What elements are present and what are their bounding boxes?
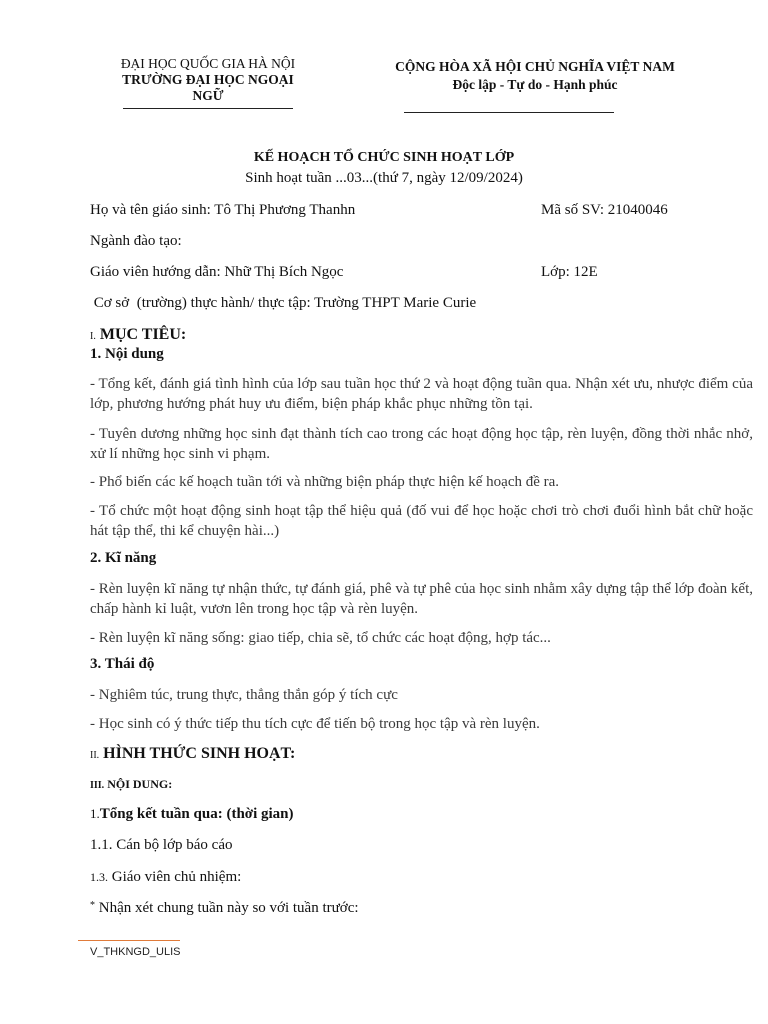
section-2-title: HÌNH THỨC SINH HOẠT: bbox=[103, 745, 296, 762]
paragraph-activity: - Tổ chức một hoạt động sinh hoạt tập thể hiệu quả (đố vui để học hoặc chơi trò chơi đuổi hình bắt chữ hoặc hát tập thể, thi kể chuyện hài...) bbox=[90, 503, 753, 539]
bullet-line bbox=[90, 900, 359, 917]
item-1-3-number: 1.3. bbox=[90, 870, 108, 884]
section-1-title: MỤC TIÊU: bbox=[99, 326, 187, 343]
section-1-heading bbox=[90, 326, 186, 344]
supervisor: Giáo viên hướng dẫn: Nhữ Thị Bích Ngọc bbox=[90, 264, 344, 280]
major-field: Ngành đào tạo: bbox=[90, 233, 182, 249]
item-1-1: 1.1. Cán bộ lớp báo cáo bbox=[90, 837, 233, 853]
document-subtitle: Sinh hoạt tuần ...03...(thứ 7, ngày 12/09/2024) bbox=[245, 170, 523, 186]
university-header bbox=[108, 56, 308, 104]
national-motto-line2: Độc lập - Tự do - Hạnh phúc bbox=[452, 77, 618, 92]
national-motto-line1: CỘNG HÒA XÃ HỘI CHỦ NGHĨA VIỆT NAM bbox=[395, 59, 675, 74]
student-id: Mã số SV: 21040046 bbox=[541, 202, 668, 218]
university-name: ĐẠI HỌC QUỐC GIA HÀ NỘI bbox=[120, 56, 296, 71]
school-name-line2: NGỮ bbox=[192, 88, 224, 103]
subsection-content-heading: 1. Nội dung bbox=[90, 346, 164, 362]
paragraph-attitude-1: - Nghiêm túc, trung thực, thẳng thắn góp ý tích cực bbox=[90, 687, 398, 703]
practice-school: Cơ sở (trường) thực hành/ thực tập: Trường THPT Marie Curie bbox=[90, 295, 477, 311]
item-1-3-text: Giáo viên chủ nhiệm: bbox=[108, 869, 242, 885]
item-1-number: 1. bbox=[90, 806, 100, 821]
item-1-title: Tổng kết tuần qua: (thời gian) bbox=[99, 806, 294, 822]
section-2-number: II. bbox=[90, 750, 100, 761]
paragraph-summary: - Tổng kết, đánh giá tình hình của lớp sau tuần học thứ 2 và hoạt động tuần qua. Nhận xét ưu, nhược điểm của lớp, phương hướng phát huy ưu điểm, biện pháp khắc phục những tồn tại. bbox=[90, 376, 753, 412]
section-2-heading bbox=[90, 745, 295, 763]
bullet-text: Nhận xét chung tuần này so với tuần trước: bbox=[95, 900, 359, 916]
paragraph-praise: - Tuyên dương những học sinh đạt thành tích cao trong các hoạt động học tập, rèn luyện, đồng thời nhắc nhở, xử lí những học sinh vi phạm. bbox=[90, 426, 753, 462]
paragraph-skills-1: - Rèn luyện kĩ năng tự nhận thức, tự đánh giá, phê và tự phê của học sinh nhằm xây dựng tập thể lớp đoàn kết, chấp hành kỉ luật, vươn lên trong học tập và rèn luyện. bbox=[90, 581, 753, 617]
subsection-attitude-heading: 3. Thái độ bbox=[90, 656, 155, 672]
student-name: Họ và tên giáo sinh: Tô Thị Phương Thanhn bbox=[90, 202, 356, 218]
document-title: KẾ HOẠCH TỔ CHỨC SINH HOẠT LỚP bbox=[253, 150, 515, 165]
paragraph-attitude-2: - Học sinh có ý thức tiếp thu tích cực để tiến bộ trong học tập và rèn luyện. bbox=[90, 716, 540, 732]
national-header bbox=[380, 58, 690, 94]
school-name-line1: TRƯỜNG ĐẠI HỌC NGOẠI bbox=[122, 72, 294, 87]
bullet-mark: * bbox=[90, 900, 95, 911]
section-3-title: NỘI DUNG: bbox=[107, 777, 173, 791]
class-name: Lớp: 12E bbox=[541, 264, 598, 280]
section-1-number: I. bbox=[90, 331, 96, 342]
paragraph-skills-2: - Rèn luyện kĩ năng sống: giao tiếp, chia sẽ, tổ chức các hoạt động, hợp tác... bbox=[90, 630, 551, 646]
right-header-rule bbox=[404, 112, 614, 113]
section-3-heading bbox=[90, 777, 172, 792]
paragraph-plan: - Phổ biến các kế hoạch tuần tới và những biện pháp thực hiện kế hoạch đề ra. bbox=[90, 474, 560, 490]
item-1-3 bbox=[90, 869, 241, 886]
subsection-skills-heading: 2. Kĩ năng bbox=[90, 550, 157, 566]
section-3-number: III. bbox=[90, 780, 105, 791]
footer-text: V_THKNGD_ULIS bbox=[90, 946, 181, 958]
left-header-rule bbox=[123, 108, 293, 109]
item-1-heading bbox=[90, 806, 294, 823]
footer-rule bbox=[78, 940, 180, 941]
